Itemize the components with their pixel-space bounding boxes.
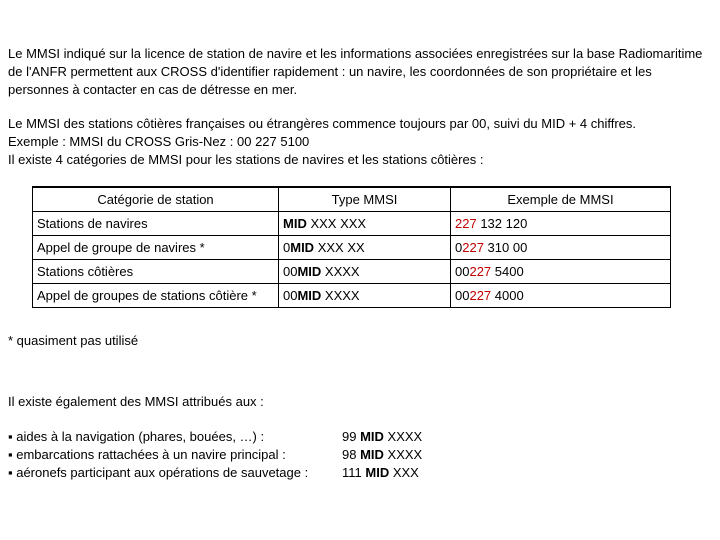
value-suffix: XXXX: [383, 429, 423, 444]
value-mid: MID: [365, 465, 390, 480]
type-suffix: XXX XXX: [306, 216, 367, 231]
list-item: [8, 428, 708, 446]
category-cell: Appel de groupe de navires *: [33, 236, 279, 260]
category-cell: Stations de navires: [33, 212, 279, 236]
other-mmsi-list: [8, 428, 708, 482]
coastal-example-line: Exemple : MMSI du CROSS Gris-Nez : 00 227 5100: [8, 134, 310, 149]
type-prefix: 00: [283, 264, 298, 279]
header-example: Exemple de MMSI: [451, 187, 671, 212]
type-mid: MID: [297, 288, 322, 303]
type-suffix: XXXX: [321, 288, 360, 303]
value-suffix: XXX: [389, 465, 419, 480]
footnote: * quasiment pas utilisé: [8, 333, 139, 348]
example-suffix: 5400: [491, 264, 524, 279]
example-prefix: 0: [455, 240, 463, 255]
example-cell: [451, 212, 671, 236]
table-header-row: [33, 187, 671, 212]
type-cell: [279, 236, 451, 260]
bullet-value: [342, 446, 422, 464]
type-suffix: XXXX: [321, 264, 360, 279]
example-mid: 227: [469, 264, 492, 279]
value-prefix: 98: [342, 447, 361, 462]
type-cell: [279, 260, 451, 284]
value-mid: MID: [360, 429, 384, 444]
example-prefix: 00: [455, 264, 470, 279]
categories-intro-line: Il existe 4 catégories de MMSI pour les stations de navires et les stations côtières :: [8, 152, 484, 167]
example-mid: 227: [469, 288, 492, 303]
example-suffix: 4000: [491, 288, 524, 303]
type-prefix: 0: [283, 240, 291, 255]
category-cell: Stations côtières: [33, 260, 279, 284]
type-cell: [279, 284, 451, 308]
example-cell: [451, 260, 671, 284]
mmsi-categories-table: [32, 186, 671, 308]
bullet-value: [342, 464, 419, 482]
value-mid: MID: [360, 447, 384, 462]
value-suffix: XXXX: [383, 447, 423, 462]
example-mid: 227: [462, 240, 484, 255]
type-cell: [279, 212, 451, 236]
other-mmsi-intro: Il existe également des MMSI attribués aux :: [8, 394, 264, 409]
example-suffix: 310 00: [483, 240, 528, 255]
bullet-label: ▪ aides à la navigation (phares, bouées, …) :: [8, 429, 265, 444]
type-mid: MID: [283, 216, 307, 231]
table-row: [33, 212, 671, 236]
example-cell: [451, 284, 671, 308]
example-suffix: 132 120: [476, 216, 528, 231]
category-cell: Appel de groupes de stations côtière *: [33, 284, 279, 308]
table-row: [33, 236, 671, 260]
coastal-rule-line: Le MMSI des stations côtières françaises ou étrangères commence toujours par 00, suivi du MID + 4 chiffres.: [8, 116, 637, 131]
example-mid: 227: [455, 216, 477, 231]
table-row: [33, 260, 671, 284]
type-mid: MID: [297, 264, 322, 279]
type-suffix: XXX XX: [314, 240, 365, 255]
bullet-value: [342, 428, 422, 446]
list-item: [8, 446, 708, 464]
list-item: [8, 464, 708, 482]
example-prefix: 00: [455, 288, 470, 303]
bullet-label: ▪ aéronefs participant aux opérations de sauvetage :: [8, 465, 309, 480]
header-category: Catégorie de station: [33, 187, 279, 212]
type-mid: MID: [290, 240, 315, 255]
example-cell: [451, 236, 671, 260]
intro-paragraph: Le MMSI indiqué sur la licence de station de navire et les informations associées enregistrées sur la base Radiomaritime de l'ANFR permettent aux CROSS d'identifier rapidement : un navire, les coordonnées de son propriétaire et les personnes à contacter en cas de détresse en mer.: [8, 46, 703, 97]
table-row: [33, 284, 671, 308]
type-prefix: 00: [283, 288, 298, 303]
bullet-label: ▪ embarcations rattachées à un navire principal :: [8, 447, 286, 462]
coastal-info-paragraph: [8, 115, 708, 169]
header-type: Type MMSI: [279, 187, 451, 212]
value-prefix: 99: [342, 429, 361, 444]
value-prefix: 111: [342, 465, 366, 480]
